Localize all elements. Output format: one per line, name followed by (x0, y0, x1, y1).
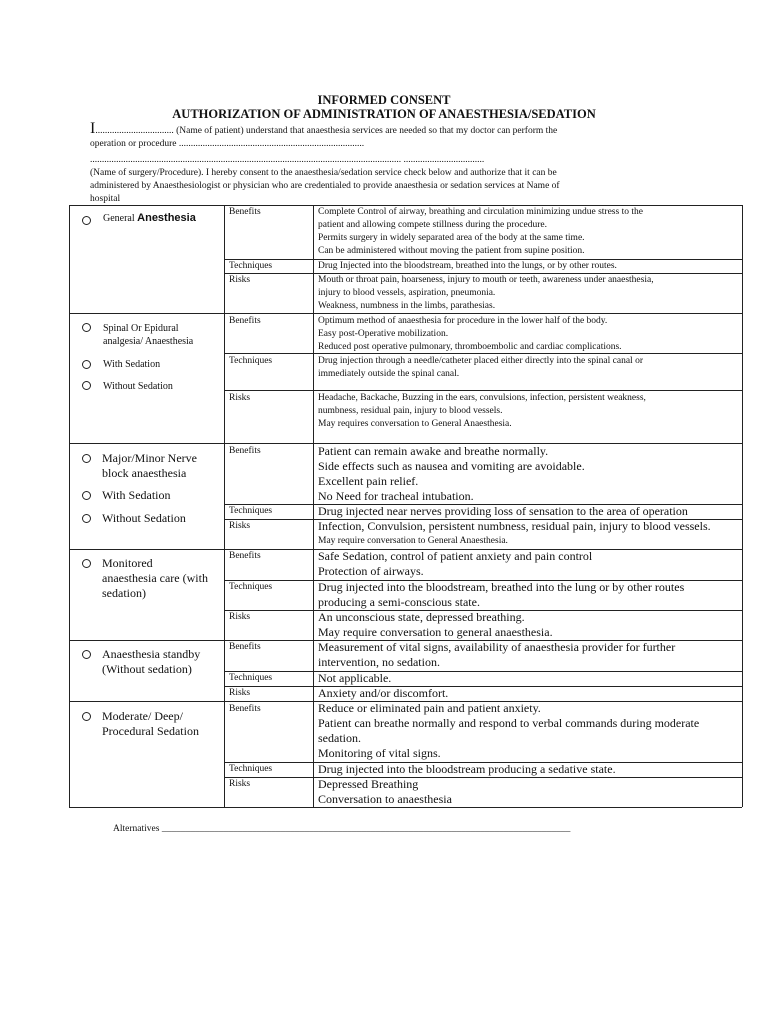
consent-text-3: hospital (90, 194, 121, 204)
nerve-with-sedation-radio[interactable] (82, 491, 91, 500)
nerve-techniques-label: Techniques (229, 506, 273, 516)
alternatives-row (113, 824, 570, 834)
general-risks-label: Risks (229, 275, 251, 285)
general-anesthesia-radio[interactable] (82, 216, 91, 225)
standby-risks-text: Anxiety and/or discomfort. (318, 686, 449, 700)
row-divider (224, 390, 742, 391)
spinal-epidural-label: Spinal Or Epidural analgesia/ Anaesthesia (103, 323, 194, 347)
alternatives-label: Alternatives (113, 824, 160, 834)
monitored-risks-label: Risks (229, 612, 251, 622)
monitored-care-label: Monitored anaesthesia care (with sedation) (102, 556, 208, 600)
general-techniques-text: Drug Injected into the bloodstream, breathed into the lungs, or by other routes. (318, 261, 617, 271)
nerve-block-radio[interactable] (82, 454, 91, 463)
standby-radio[interactable] (82, 650, 91, 659)
nerve-benefits-label: Benefits (229, 446, 261, 456)
moderate-risks-text: Depressed Breathing Conversation to anaesthesia (318, 777, 452, 806)
general-benefits-text: Complete Control of airway, breathing and circulation minimizing undue stress to the patient and allowing compete stillness during the procedure. Permits surgery in widely separated area of the body at the same time. Can be administered without moving the patient from supine position. (318, 207, 643, 256)
spinal-benefits-label: Benefits (229, 316, 261, 326)
consent-text-2: administered by Anaesthesiologist or physician who are credentialed to provide anaesthesia or sedation services at Name of (90, 181, 560, 191)
nerve-risks-text: Infection, Convulsion, persistent numbness, residual pain, injury to blood vessels. (318, 519, 711, 533)
spinal-risks-label: Risks (229, 393, 251, 403)
alternatives-field[interactable]: ______________________________________________________________________________________ (161, 824, 571, 834)
monitored-techniques-text: Drug injected into the bloodstream, breathed into the lung or by other routes producing a semi-conscious state. (318, 580, 685, 609)
moderate-benefits-label: Benefits (229, 704, 261, 714)
spinal-techniques-text: Drug injection through a needle/catheter placed either directly into the spinal canal or immediately outside the spinal canal. (318, 356, 643, 379)
table-column-divider-1 (224, 205, 225, 807)
spinal-without-sedation-label: Without Sedation (103, 381, 173, 392)
moderate-techniques-label: Techniques (229, 764, 273, 774)
standby-benefits-label: Benefits (229, 642, 261, 652)
monitored-benefits-label: Benefits (229, 551, 261, 561)
general-anesthesia-label: General Anesthesia (103, 212, 196, 224)
moderate-sedation-radio[interactable] (82, 712, 91, 721)
procedure-line[interactable]: operation or procedure .............................................................................. (90, 139, 365, 149)
table-border-bottom (69, 807, 742, 808)
spinal-without-sedation-radio[interactable] (82, 381, 91, 390)
nerve-without-sedation-radio[interactable] (82, 514, 91, 523)
monitored-care-radio[interactable] (82, 559, 91, 568)
spinal-benefits-text: Optimum method of anaesthesia for procedure in the lower half of the body. Easy post-Operative mobilization. Reduced post operative pulmonary, thromboembolic and cardiac complications. (318, 316, 622, 352)
intro-paragraph (90, 122, 690, 206)
standby-benefits-text: Measurement of vital signs, availability of anaesthesia provider for further intervention, no sedation. (318, 640, 676, 669)
nerve-with-sedation-label: With Sedation (102, 488, 171, 502)
spinal-techniques-label: Techniques (229, 356, 273, 366)
monitored-techniques-label: Techniques (229, 582, 273, 592)
moderate-risks-label: Risks (229, 779, 251, 789)
row-divider (224, 671, 742, 672)
form-subtitle: AUTHORIZATION OF ADMINISTRATION OF ANAESTHESIA/SEDATION (172, 107, 596, 121)
consent-text-1: (Name of surgery/Procedure). I hereby consent to the anaesthesia/sedation service check below and authorize that it can be (90, 168, 557, 178)
monitored-risks-text: An unconscious state, depressed breathing. May require conversation to general anaesthesia. (318, 610, 553, 639)
monitored-benefits-text: Safe Sedation, control of patient anxiety and pain control Protection of airways. (318, 549, 593, 578)
general-benefits-label: Benefits (229, 207, 261, 217)
general-techniques-label: Techniques (229, 261, 273, 271)
patient-name-line[interactable]: ................................. (Name of patient) understand that anaesthesia services are needed so that my doctor can perform the (95, 126, 558, 136)
standby-label: Anaesthesia standby (Without sedation) (102, 647, 201, 676)
spinal-with-sedation-label: With Sedation (103, 359, 161, 370)
standby-risks-label: Risks (229, 688, 251, 698)
table-border-left (69, 205, 70, 807)
form-title: INFORMED CONSENT (317, 93, 451, 107)
nerve-risks-label: Risks (229, 521, 251, 531)
moderate-techniques-text: Drug injected into the bloodstream producing a sedative state. (318, 762, 616, 776)
general-risks-text: Mouth or throat pain, hoarseness, injury to mouth or teeth, awareness under anaesthesia, injury to blood vessels, aspiration, pneumonia. Weakness, numbness in the limbs, parathesias. (318, 275, 654, 311)
intro-initial: I (90, 120, 96, 137)
nerve-block-label: Major/Minor Nerve block anaesthesia (102, 451, 197, 480)
spinal-epidural-radio[interactable] (82, 323, 91, 332)
spinal-risks-text: Headache, Backache, Buzzing in the ears, convulsions, infection, persistent weakness, numbness, residual pain, injury to blood vessels. May requires conversation to General Anaesthesia. (318, 393, 646, 429)
procedure-continuation-line[interactable]: ................................................................................................................................... .................................. (90, 155, 485, 165)
standby-techniques-text: Not applicable. (318, 671, 392, 685)
row-divider (224, 777, 742, 778)
nerve-benefits-text: Patient can remain awake and breathe normally. Side effects such as nausea and vomiting are avoidable. Excellent pain relief. No Need for tracheal intubation. (318, 444, 585, 503)
nerve-without-sedation-label: Without Sedation (102, 511, 186, 525)
table-border-right (742, 205, 743, 807)
row-divider (224, 686, 742, 687)
moderate-sedation-label: Moderate/ Deep/ Procedural Sedation (102, 709, 199, 738)
standby-techniques-label: Techniques (229, 673, 273, 683)
nerve-techniques-text: Drug injected near nerves providing loss of sensation to the area of operation (318, 504, 688, 518)
nerve-risks-note: May require conversation to General Anaesthesia. (318, 536, 508, 546)
moderate-benefits-text: Reduce or eliminated pain and patient anxiety. Patient can breathe normally and respond to verbal commands during moderate sedation. Monitoring of vital signs. (318, 701, 700, 760)
spinal-with-sedation-radio[interactable] (82, 360, 91, 369)
section-divider (69, 313, 742, 314)
table-column-divider-2 (313, 205, 314, 807)
